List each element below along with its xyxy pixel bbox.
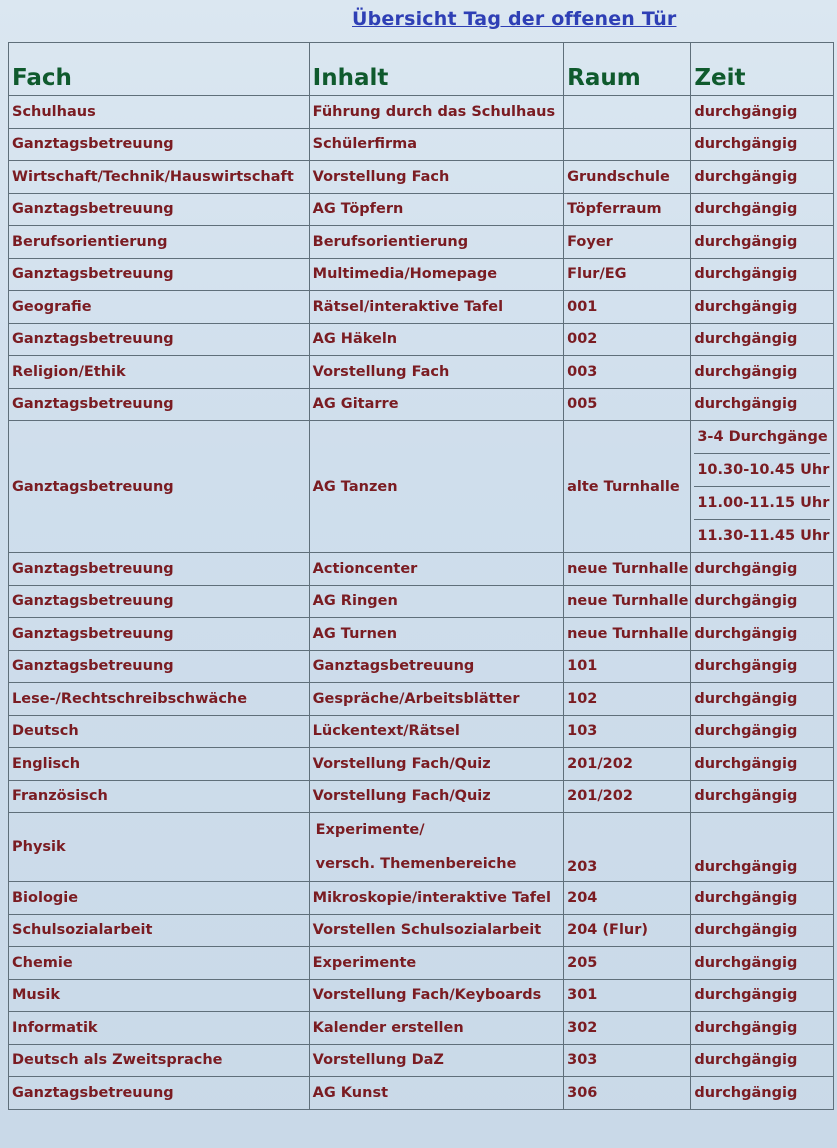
table-row [9,356,834,389]
cell-inhalt: Kalender erstellen [309,1012,563,1045]
cell-inhalt: Mikroskopie/interaktive Tafel [309,882,563,915]
cell-zeit: durchgängig [691,291,834,324]
inhalt-line: Experimente/ [315,822,425,838]
cell-raum: 003 [564,356,691,389]
table-row [9,161,834,194]
header-inhalt: Inhalt [309,43,563,96]
table-row [9,882,834,915]
table-row [9,914,834,947]
page-title: Übersicht Tag der offenen Tür [352,8,677,30]
schedule-table [8,42,834,1110]
cell-inhalt: Schülerfirma [309,128,563,161]
cell-zeit: durchgängig [691,193,834,226]
cell-zeit: durchgängig [691,388,834,421]
cell-raum [564,96,691,129]
cell-fach: Ganztagsbetreuung [9,323,310,356]
cell-inhalt: Vorstellung Fach/Quiz [309,748,563,781]
cell-zeit: durchgängig [691,258,834,291]
cell-fach: Ganztagsbetreuung [9,258,310,291]
table-row [9,979,834,1012]
cell-zeit: durchgängig [691,226,834,259]
cell-inhalt: AG Häkeln [309,323,563,356]
inhalt-line: versch. Themenbereiche [315,856,517,872]
cell-zeit: durchgängig [691,553,834,586]
cell-zeit: durchgängig [691,96,834,129]
cell-fach: Ganztagsbetreuung [9,128,310,161]
header-fach: Fach [9,43,310,96]
cell-fach: Ganztagsbetreuung [9,388,310,421]
cell-zeit: durchgängig [691,128,834,161]
cell-zeit: durchgängig [691,882,834,915]
cell-inhalt: Vorstellung Fach [309,356,563,389]
cell-raum: 306 [564,1077,691,1110]
cell-raum [564,128,691,161]
cell-inhalt: Rätsel/interaktive Tafel [309,291,563,324]
cell-zeit: durchgängig [691,585,834,618]
header-raum: Raum [564,43,691,96]
cell-inhalt: Actioncenter [309,553,563,586]
cell-fach: Schulhaus [9,96,310,129]
cell-fach: Englisch [9,748,310,781]
cell-inhalt [309,813,563,882]
cell-raum: Töpferraum [564,193,691,226]
cell-fach: Ganztagsbetreuung [9,650,310,683]
cell-raum: 205 [564,947,691,980]
cell-raum: 001 [564,291,691,324]
cell-raum: 005 [564,388,691,421]
table-row-physik [9,813,834,882]
cell-zeit: durchgängig [691,780,834,813]
cell-inhalt: Gespräche/Arbeitsblätter [309,683,563,716]
cell-zeit: durchgängig [691,947,834,980]
cell-inhalt: AG Turnen [309,618,563,651]
cell-inhalt: Vorstellung Fach/Keyboards [309,979,563,1012]
cell-raum: alte Turnhalle [564,421,691,553]
cell-zeit: durchgängig [691,618,834,651]
cell-inhalt: AG Kunst [309,1077,563,1110]
table-row [9,193,834,226]
cell-raum: neue Turnhalle [564,585,691,618]
cell-fach: Biologie [9,882,310,915]
cell-zeit: durchgängig [691,1044,834,1077]
table-row [9,553,834,586]
cell-fach: Französisch [9,780,310,813]
cell-raum: 302 [564,1012,691,1045]
cell-zeit: durchgängig [691,1012,834,1045]
cell-inhalt: Vorstellung Fach/Quiz [309,780,563,813]
cell-fach: Ganztagsbetreuung [9,585,310,618]
time-slot: 3-4 Durchgänge [694,421,830,454]
cell-fach: Ganztagsbetreuung [9,421,310,553]
cell-fach: Ganztagsbetreuung [9,193,310,226]
cell-fach: Berufsorientierung [9,226,310,259]
cell-fach: Wirtschaft/Technik/Hauswirtschaft [9,161,310,194]
cell-raum: 301 [564,979,691,1012]
header-zeit: Zeit [691,43,834,96]
cell-zeit-times [691,421,834,553]
table-row [9,1012,834,1045]
cell-fach: Lese-/Rechtschreibschwäche [9,683,310,716]
cell-fach: Chemie [9,947,310,980]
table-row [9,258,834,291]
cell-raum: Foyer [564,226,691,259]
cell-inhalt: AG Tanzen [309,421,563,553]
table-row [9,683,834,716]
cell-raum: neue Turnhalle [564,618,691,651]
cell-fach: Informatik [9,1012,310,1045]
table-row [9,748,834,781]
table-row [9,226,834,259]
cell-inhalt: Lückentext/Rätsel [309,715,563,748]
cell-raum: 201/202 [564,780,691,813]
cell-zeit: durchgängig [691,650,834,683]
cell-raum: 204 (Flur) [564,914,691,947]
cell-inhalt: Ganztagsbetreuung [309,650,563,683]
cell-fach: Geografie [9,291,310,324]
table-row [9,323,834,356]
header-row [9,43,834,96]
cell-raum: 101 [564,650,691,683]
cell-inhalt: Multimedia/Homepage [309,258,563,291]
cell-inhalt: Experimente [309,947,563,980]
table-row [9,618,834,651]
time-slot: 11.00-11.15 Uhr [694,487,830,520]
cell-raum: 204 [564,882,691,915]
cell-fach: Musik [9,979,310,1012]
cell-zeit: durchgängig [691,1077,834,1110]
cell-raum: 103 [564,715,691,748]
cell-raum: Grundschule [564,161,691,194]
table-row [9,780,834,813]
cell-raum: 203 [564,813,691,882]
cell-zeit: durchgängig [691,748,834,781]
table-row [9,715,834,748]
cell-fach: Ganztagsbetreuung [9,618,310,651]
table-row [9,388,834,421]
cell-zeit: durchgängig [691,813,834,882]
cell-fach: Deutsch [9,715,310,748]
cell-raum: Flur/EG [564,258,691,291]
table-body [9,96,834,1110]
cell-inhalt: Vorstellung DaZ [309,1044,563,1077]
table-row [9,947,834,980]
cell-zeit: durchgängig [691,323,834,356]
table-row [9,1077,834,1110]
cell-inhalt: Vorstellung Fach [309,161,563,194]
table-row [9,291,834,324]
cell-zeit: durchgängig [691,715,834,748]
cell-zeit: durchgängig [691,161,834,194]
cell-inhalt: AG Gitarre [309,388,563,421]
cell-raum: 102 [564,683,691,716]
cell-raum: 303 [564,1044,691,1077]
cell-zeit: durchgängig [691,356,834,389]
cell-inhalt: Berufsorientierung [309,226,563,259]
cell-inhalt: AG Ringen [309,585,563,618]
table-row [9,650,834,683]
table-row [9,128,834,161]
cell-fach: Ganztagsbetreuung [9,553,310,586]
cell-fach: Ganztagsbetreuung [9,1077,310,1110]
cell-inhalt: Vorstellen Schulsozialarbeit [309,914,563,947]
cell-fach: Religion/Ethik [9,356,310,389]
time-slot: 10.30-10.45 Uhr [694,454,830,487]
cell-fach: Schulsozialarbeit [9,914,310,947]
cell-zeit: durchgängig [691,914,834,947]
table-row [9,1044,834,1077]
table-row-tanzen [9,421,834,553]
cell-inhalt: Führung durch das Schulhaus [309,96,563,129]
cell-fach: Physik [9,813,310,882]
time-slot: 11.30-11.45 Uhr [697,528,830,544]
cell-raum: 201/202 [564,748,691,781]
cell-fach: Deutsch als Zweitsprache [9,1044,310,1077]
table-row [9,585,834,618]
table-row [9,96,834,129]
cell-raum: 002 [564,323,691,356]
cell-raum: neue Turnhalle [564,553,691,586]
cell-zeit: durchgängig [691,683,834,716]
cell-inhalt: AG Töpfern [309,193,563,226]
cell-zeit: durchgängig [691,979,834,1012]
